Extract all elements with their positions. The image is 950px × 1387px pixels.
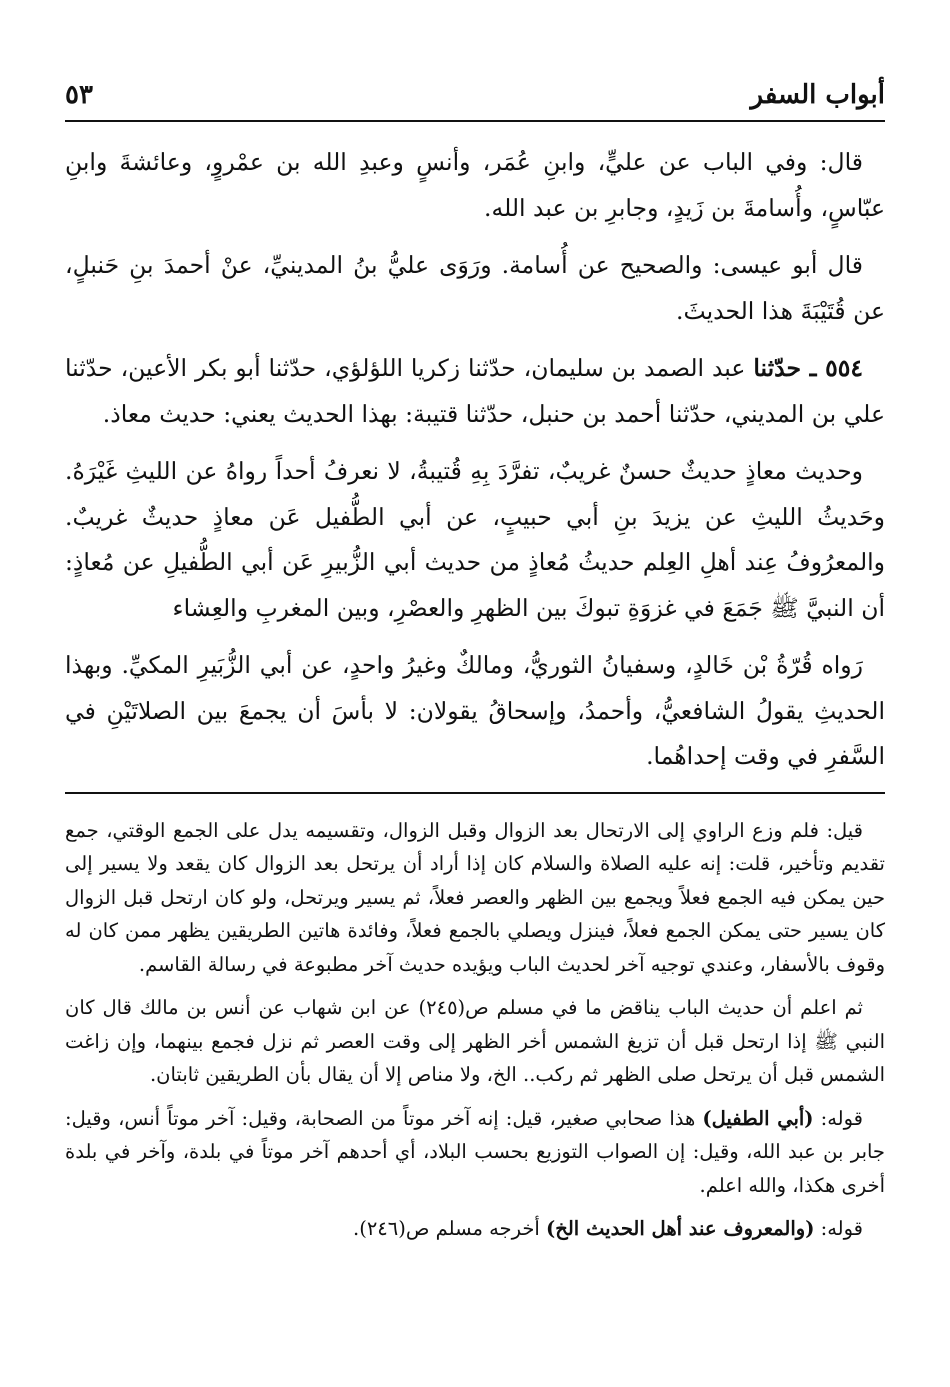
page-number: ٥٣ bbox=[65, 80, 93, 110]
footnote-lead: قوله: bbox=[814, 1217, 863, 1240]
page-header bbox=[65, 68, 885, 110]
header-rule bbox=[65, 120, 885, 122]
book-page bbox=[65, 68, 885, 1256]
footnote bbox=[65, 1212, 885, 1246]
hadith-number: ٥٥٤ ـ حدّثنا bbox=[753, 354, 863, 382]
paragraph: رَواه قُرّةُ بْن خَالدٍ، وسفيانُ الثوريُّ، ومالكٌ وغيرُ واحدٍ، عن أبي الزُّبَيرِ المكيِّ. وبهذا الحديثِ يقولُ الشافعيُّ، وأحمدُ، وإسحاقُ يقولان: لا بأسَ أن يجمعَ بين الصلاتَيْنِ في السَّفرِ في وقت إحداهُما. bbox=[65, 651, 885, 770]
footnote-rule bbox=[65, 792, 885, 794]
paragraph: قال: وفي الباب عن عليٍّ، وابنِ عُمَر، وأنسٍ وعبدِ الله بن عمْروٍ، وعائشةَ وابنِ عبّاسٍ، وأُسامةَ بن زَيدٍ، وجابرِ بن عبد الله. bbox=[65, 148, 885, 222]
paragraph: قال أبو عيسى: والصحيح عن أُسامة. ورَوَى عليُّ بنُ المدينيِّ، عنْ أحمدَ بنِ حَنبلٍ، عن قُتَيْبَةَ هذا الحديثَ. bbox=[65, 251, 885, 325]
hadith-text: عبد الصمد بن سليمان، حدّثنا زكريا اللؤلؤي، حدّثنا أبو بكر الأعين، حدّثنا علي بن المديني، حدّثنا أحمد بن حنبل، حدّثنا قتيبة: بهذا الحديث يعني: حديث معاذ. bbox=[65, 354, 885, 428]
footnote-text: أخرجه مسلم ص(٢٤٦). bbox=[353, 1217, 547, 1240]
footnote: قيل: فلم وزع الراوي إلى الارتحال بعد الزوال وقبل الزوال، وتقسيمه يدل على الجمع الوقتي، جمع تقديم وتأخير، قلت: إنه عليه الصلاة والسلام كان إذا أراد أن يرتحل بعد الزوال كان يقعد ولا يسير إلى حين يمكن فيه الجمع فعلاً ويجمع بين الظهر والعصر فعلاً، ثم يسير ويرتحل، ولو كان ارتحل قبل الزوال كان يسير حتى يمكن الجمع فعلاً، فينزل ويصلي بالجمع فعلاً، وفائدة هاتين الطريقين يظهر ممن كان له وقوف بالأسفار، وعندي توجيه آخر لحديث الباب ويؤيده حديث آخر مطبوعة في رسالة القاسم. bbox=[65, 818, 885, 976]
footnote: ثم اعلم أن حديث الباب يناقض ما في مسلم ص(٢٤٥) عن ابن شهاب عن أنس بن مالك قال كان النبي ﷺ إذا ارتحل قبل أن تزيغ الشمس أخر الظهر إلى وقت العصر ثم نزل فجمع بينهما، وإن زاغت الشمس قبل أن يرتحل صلى الظهر ثم ركب.. الخ، ولا مناص إلا أن يقال بأن الطريقين ثابتان. bbox=[65, 996, 885, 1086]
footnotes bbox=[65, 814, 885, 1246]
footnote bbox=[65, 1102, 885, 1203]
footnote-lead: قوله: bbox=[813, 1106, 863, 1130]
footnote-term: (والمعروف عند أهل الحديث الخ) bbox=[546, 1217, 815, 1240]
hadith-paragraph bbox=[65, 346, 885, 437]
footnote-text: هذا صحابي صغير، قيل: إنه آخر موتاً من الصحابة، وقيل: آخر موتاً أنس، وقيل: جابر بن عبد الله، وقيل: إن الصواب التوزيع بحسب البلاد، أي أحدهم آخر موتاً في بلدة، وآخر في بلدة أخرى هكذا، والله اعلم. bbox=[65, 1106, 885, 1197]
paragraph: وحديث معاذٍ حديثٌ حسنٌ غريبٌ، تفرَّدَ بِهِ قُتيبةُ، لا نعرفُ أحداً رواهُ عن الليثِ غَيْرَهُ. وحَديثُ الليثِ عن يزيدَ بنِ أبي حبيبٍ، عن أبي الطُّفيل عَن معاذٍ حديثٌ غريبٌ. والمعرُوفُ عِند أهلِ العِلم حديثُ مُعاذٍ من حديث أبي الزُّبيرِ عَن أبي الطُّفيلِ عن مُعاذٍ: أن النبيَّ ﷺ جَمَعَ في غزوَةِ تبوكَ بين الظهرِ والعصْرِ، وبين المغربِ والعِشاء bbox=[65, 457, 885, 622]
section-title: أبواب السفر bbox=[750, 80, 885, 110]
main-text bbox=[65, 140, 885, 780]
footnote-term: (أبي الطفيل) bbox=[702, 1106, 814, 1130]
